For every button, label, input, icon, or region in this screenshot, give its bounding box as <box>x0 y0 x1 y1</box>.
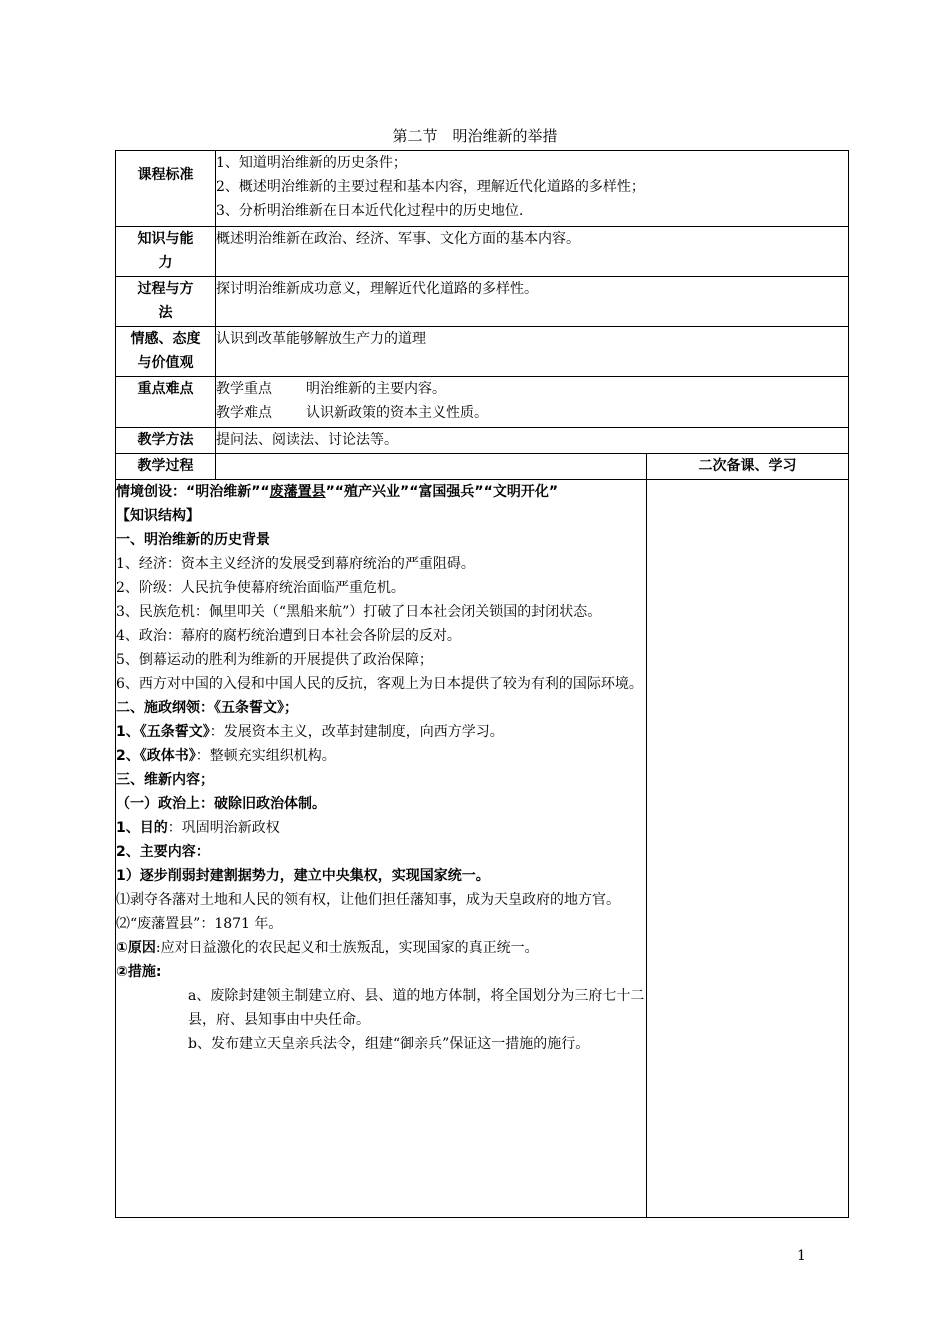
measure-1-1: ⑴剥夺各藩对土地和人民的领有权，让他们担任藩知事，成为天皇政府的地方官。 <box>116 892 620 908</box>
page-number: 1 <box>797 1248 806 1264</box>
label-standard: 课程标准 <box>116 151 216 227</box>
label-knowledge <box>116 227 216 277</box>
standard-line-3: 3、分析明治维新在日本近代化过程中的历史地位. <box>216 203 524 219</box>
measure-a: a、废除封建领主制建立府、县、道的地方体制，将全国划分为三府七十二县，府、县知事由中央任命。 <box>188 988 645 1028</box>
label-emotion <box>116 327 216 377</box>
goal-text: ：巩固明治新政权 <box>167 820 280 836</box>
label-emotion-1: 情感、态度 <box>130 331 201 347</box>
row-main <box>116 480 849 1218</box>
bg-item-1: 1、经济：资本主义经济的发展受到幕府统治的严重阻碍。 <box>116 556 475 572</box>
oath-item <box>116 720 646 744</box>
knowledge-content: 概述明治维新在政治、经济、军事、文化方面的基本内容。 <box>216 227 849 277</box>
row-method <box>116 428 849 454</box>
measure-b: b、发布建立天皇亲兵法令，组建“御亲兵”保证这一措施的施行。 <box>188 1036 590 1052</box>
label-teaching-process: 教学过程 <box>116 454 216 480</box>
process-header-blank <box>216 454 647 480</box>
constitution-label: 2、《政体书》 <box>116 748 196 764</box>
method-content: 提问法、阅读法、讨论法等。 <box>216 428 849 454</box>
reason-label: ①原因 <box>116 940 156 956</box>
measure-1-heading: 1）逐步削弱封建割据势力，建立中央集权，实现国家统一。 <box>116 868 490 884</box>
politics-heading: （一）政治上：破除旧政治体制。 <box>116 796 326 812</box>
measures-heading: ②措施: <box>116 964 162 980</box>
label-process-2: 法 <box>158 305 173 321</box>
scene-text-b: ”“殖产兴业”“富国强兵”“文明开化” <box>325 484 559 500</box>
label-knowledge-1: 知识与能 <box>137 231 194 247</box>
main-content-heading: 2、主要内容： <box>116 844 210 860</box>
page-title: 第二节 明治维新的举措 <box>392 127 558 145</box>
emotion-content: 认识到改革能够解放生产力的道理 <box>216 327 849 377</box>
label-second-prep: 二次备课、学习 <box>647 454 849 480</box>
bg-item-3: 3、民族危机：佩里叩关（“黑船来航”）打破了日本社会闭关锁国的封闭状态。 <box>116 604 602 620</box>
oath-text: ：发展资本主义，改革封建制度，向西方学习。 <box>209 724 504 740</box>
standard-content <box>216 151 849 227</box>
bg-item-2: 2、阶级：人民抗争使幕府统治面临严重危机。 <box>116 580 405 596</box>
difficulty-line <box>216 401 848 425</box>
label-process-1: 过程与方 <box>137 281 194 297</box>
bg-item-6: 6、西方对中国的入侵和中国人民的反抗，客观上为日本提供了较为有利的国际环境。 <box>116 676 643 692</box>
row-knowledge <box>116 227 849 277</box>
difficulty-label: 教学难点 <box>216 405 272 421</box>
constitution-text: ：整顿充实组织机构。 <box>195 748 336 764</box>
label-knowledge-2: 力 <box>158 255 173 271</box>
scene-text-a: 情境创设：“明治维新”“ <box>116 484 270 500</box>
goal-label: 1、目的 <box>116 820 168 836</box>
process-content: 探讨明治维新成功意义，理解近代化道路的多样性。 <box>216 277 849 327</box>
knowledge-structure: 【知识结构】 <box>116 508 200 524</box>
focus-text: 明治维新的主要内容。 <box>306 381 446 397</box>
label-emotion-2: 与价值观 <box>137 355 194 371</box>
bg-item-5: 5、倒幕运动的胜利为维新的开展提供了政治保障； <box>116 652 433 668</box>
row-emotion <box>116 327 849 377</box>
row-standard <box>116 151 849 227</box>
focus-label: 教学重点 <box>216 381 272 397</box>
label-process <box>116 277 216 327</box>
row-process-header <box>116 454 849 480</box>
label-key: 重点难点 <box>116 377 216 428</box>
standard-line-1: 1、知道明治维新的历史条件； <box>216 155 407 171</box>
measure-1-2: ⑵“废藩置县”：1871 年。 <box>116 916 283 932</box>
section-2-heading: 二、施政纲领：《五条誓文》； <box>116 700 298 716</box>
difficulty-text: 认识新政策的资本主义性质。 <box>306 405 488 421</box>
section-1-heading: 一、明治维新的历史背景 <box>116 532 270 548</box>
second-prep-blank <box>647 480 849 1218</box>
focus-line <box>216 377 848 401</box>
label-method: 教学方法 <box>116 428 216 454</box>
constitution-item <box>116 744 646 768</box>
bg-item-4: 4、政治：幕府的腐朽统治遭到日本社会各阶层的反对。 <box>116 628 461 644</box>
row-key <box>116 377 849 428</box>
row-process <box>116 277 849 327</box>
standard-line-2: 2、概述明治维新的主要过程和基本内容，理解近代化道路的多样性； <box>216 179 645 195</box>
scene-creation <box>116 480 646 504</box>
oath-label: 1、《五条誓文》 <box>116 724 210 740</box>
reason-text: :应对日益激化的农民起义和士族叛乱，实现国家的真正统一。 <box>155 940 539 956</box>
goal-item <box>116 816 646 840</box>
section-3-heading: 三、维新内容； <box>116 772 214 788</box>
key-content <box>216 377 849 428</box>
reason-item <box>116 936 646 960</box>
main-content <box>116 480 647 1218</box>
scene-text-underline: 废藩置县 <box>269 484 326 500</box>
lesson-plan-table <box>115 150 849 1218</box>
